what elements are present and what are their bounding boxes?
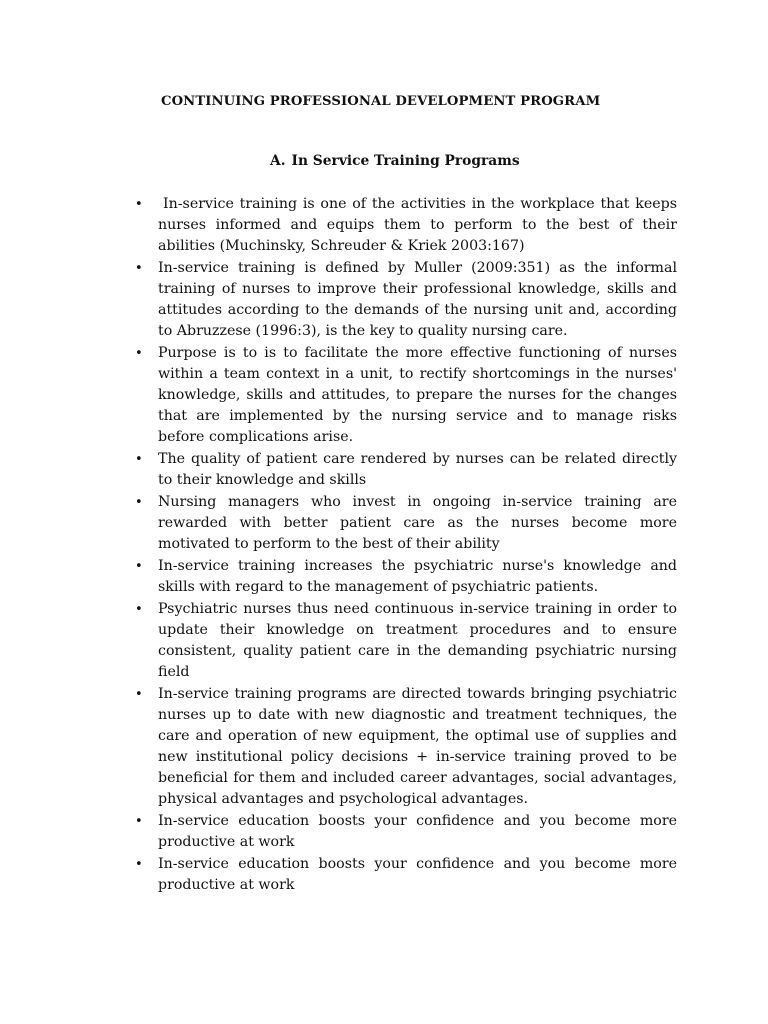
bullet-marker: • bbox=[135, 261, 143, 276]
list-item bbox=[0, 492, 768, 555]
list-item bbox=[0, 449, 768, 491]
list-item-text: In-service education boosts your confidence and you become more productive at work bbox=[158, 813, 677, 850]
list-item-text: In-service training is defined by Muller (2009:351) as the informal training of nurses to improve their professional knowledge, skills and attitudes according to the demands of the nursing unit and, according to Abruzzese (1996:3), is the key to quality nursing care. bbox=[158, 260, 677, 339]
list-item-text: Purpose is to is to facilitate the more effective functioning of nurses within a team context in a unit, to rectify shortcomings in the nurses' knowledge, skills and attitudes, to prepare the nurses for the changes that are implemented by the nursing service and to manage risks before complications arise. bbox=[158, 345, 677, 445]
bullet-marker: • bbox=[135, 495, 143, 510]
list-item bbox=[0, 854, 768, 896]
list-item-text: In-service training programs are directed towards bringing psychiatric nurses up to date with new diagnostic and treatment techniques, the care and operation of new equipment, the optimal use of supplies and new institutional policy decisions + in-service training proved to be beneficial for them and included career advantages, social advantages, physical advantages and psychological advantages. bbox=[158, 686, 677, 807]
bullet-marker: • bbox=[135, 452, 143, 467]
page-title: CONTINUING PROFESSIONAL DEVELOPMENT PROGRAM bbox=[161, 94, 601, 109]
list-item bbox=[0, 343, 768, 448]
list-item bbox=[0, 258, 768, 342]
bullet-marker: • bbox=[135, 687, 143, 702]
bullet-marker: • bbox=[135, 857, 143, 872]
list-item bbox=[0, 599, 768, 683]
bullet-marker: • bbox=[135, 602, 143, 617]
list-item-text: In-service training is one of the activities in the workplace that keeps nurses informed and equips them to perform to the best of their abilities (Muchinsky, Schreuder & Kriek 2003:167) bbox=[158, 196, 677, 254]
list-item-text: Nursing managers who invest in ongoing in-service training are rewarded with better patient care as the nurses become more motivated to perform to the best of their ability bbox=[158, 494, 677, 552]
list-item bbox=[0, 684, 768, 810]
list-item-text: The quality of patient care rendered by nurses can be related directly to their knowledge and skills bbox=[158, 451, 677, 488]
list-item bbox=[0, 194, 768, 257]
list-item bbox=[0, 811, 768, 853]
list-item-text: Psychiatric nurses thus need continuous in-service training in order to update their knowledge on treatment procedures and to ensure consistent, quality patient care in the demanding psychiatric nursing field bbox=[158, 601, 677, 680]
bullet-marker: • bbox=[135, 559, 143, 574]
section-letter: A. bbox=[270, 153, 286, 169]
bullet-marker: • bbox=[135, 197, 143, 212]
bullet-list bbox=[0, 194, 768, 897]
bullet-marker: • bbox=[135, 814, 143, 829]
list-item-text: In-service education boosts your confidence and you become more productive at work bbox=[158, 856, 677, 893]
list-item bbox=[0, 556, 768, 598]
bullet-marker: • bbox=[135, 346, 143, 361]
list-item-text: In-service training increases the psychiatric nurse's knowledge and skills with regard to the management of psychiatric patients. bbox=[158, 558, 677, 595]
section-heading bbox=[270, 153, 520, 169]
section-heading-text: In Service Training Programs bbox=[291, 153, 520, 169]
